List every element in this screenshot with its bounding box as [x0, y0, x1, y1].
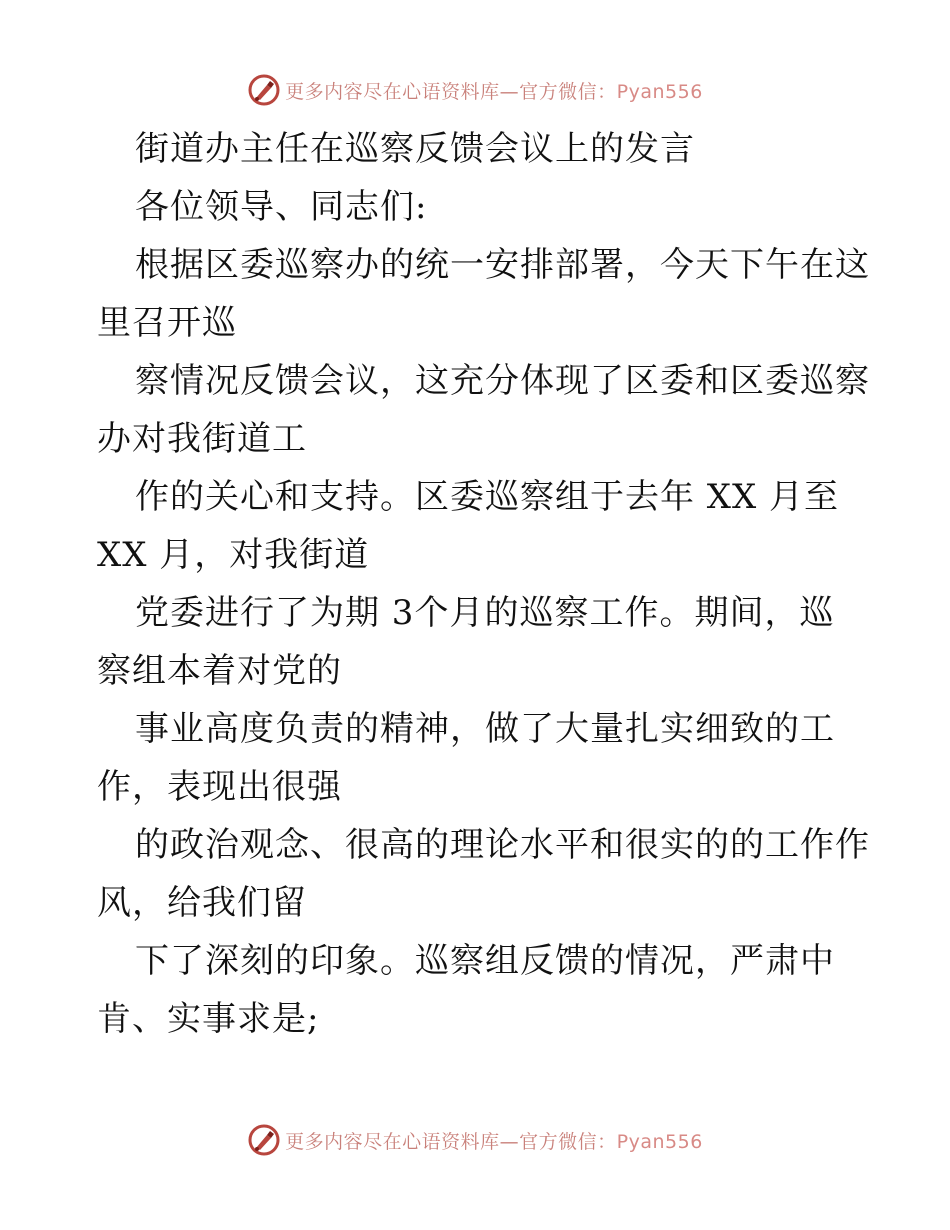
document-line: 作的关心和支持。区委巡察组于去年 XX 月至 [135, 477, 840, 517]
pen-seal-icon [247, 73, 281, 107]
document-line: 察组本着对党的 [97, 651, 342, 691]
document-line: 作，表现出很强 [97, 767, 342, 807]
document-line: 察情况反馈会议，这充分体现了区委和区委巡察 [135, 361, 870, 401]
pen-seal-icon [247, 1123, 281, 1157]
document-line: 根据区委巡察办的统一安排部署，今天下午在这 [135, 245, 870, 285]
watermark-handle: Pyan556 [616, 1130, 703, 1153]
watermark-text: 更多内容尽在心语资料库—官方微信：Pyan556 [285, 80, 703, 103]
document-line: 党委进行了为期 3个月的巡察工作。期间，巡 [135, 593, 835, 633]
footer-watermark [0, 1120, 950, 1160]
watermark-text: 更多内容尽在心语资料库—官方微信：Pyan556 [285, 1130, 703, 1153]
document-line: XX 月，对我街道 [97, 535, 370, 575]
document-line: 里召开巡 [97, 303, 237, 343]
document-line: 事业高度负责的精神，做了大量扎实细致的工 [135, 709, 835, 749]
document-line: 办对我街道工 [97, 419, 307, 459]
document-line: 各位领导、同志们: [135, 187, 428, 227]
document-lines [97, 178, 870, 1048]
document-line: 风，给我们留 [97, 883, 307, 923]
watermark-handle: Pyan556 [616, 80, 703, 103]
document-line: 下了深刻的印象。巡察组反馈的情况，严肃中 [135, 941, 835, 981]
document-line: 肯、实事求是; [97, 999, 320, 1039]
document-line: 的政治观念、很高的理论水平和很实的的工作作 [135, 825, 870, 865]
header-watermark [0, 70, 950, 110]
document-title: 街道办主任在巡察反馈会议上的发言 [135, 129, 695, 169]
document-body [97, 120, 870, 1048]
